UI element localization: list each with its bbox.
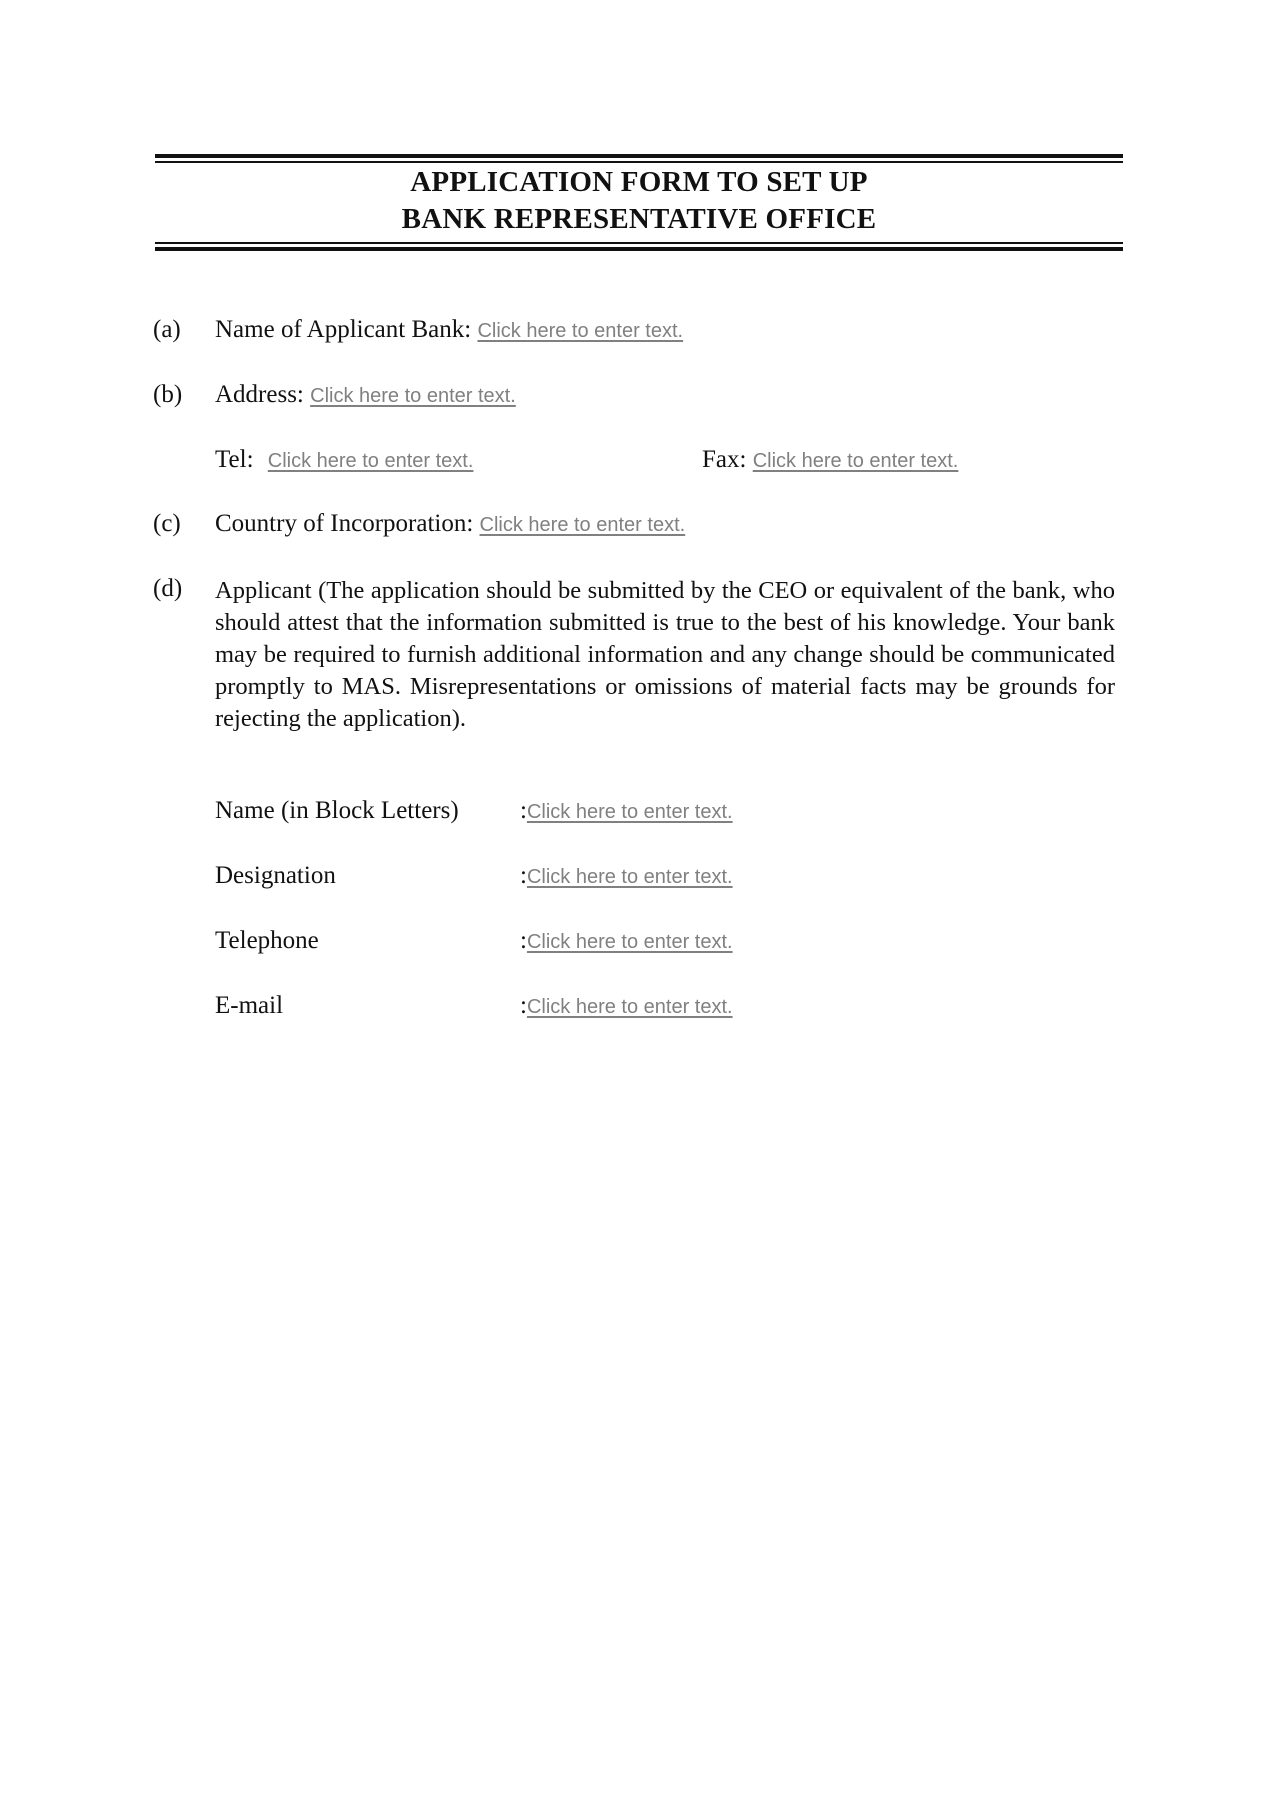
email-field[interactable]: Click here to enter text. — [526, 996, 733, 1018]
address-field[interactable]: Click here to enter text. — [310, 385, 516, 407]
applicant-instructions: Applicant (The application should be submitted by the CEO or equivalent of the bank, who should attest that the information submitted is true to the best of his knowledge. Your bank may be required to furnish additional information and any change should be communicated promptly to MAS. Misrepresentations or omissions of material facts may be grounds for rejecting the application). — [215, 577, 1115, 732]
separator: : — [520, 797, 527, 824]
item-d-letter: (d) — [153, 575, 183, 602]
bank-name-label: Name of Applicant Bank: — [215, 316, 472, 343]
applicant-name-row — [520, 797, 733, 825]
fax-field[interactable]: Click here to enter text. — [752, 450, 959, 472]
item-b-letter: (b) — [153, 381, 183, 408]
tel-label: Tel: — [215, 446, 254, 473]
country-field[interactable]: Click here to enter text. — [479, 514, 686, 536]
item-c-line — [215, 510, 685, 538]
telephone-field[interactable]: Click here to enter text. — [526, 931, 733, 953]
applicant-name-label: Name (in Block Letters) — [215, 797, 459, 824]
item-c-letter: (c) — [153, 510, 181, 537]
telephone-row — [520, 927, 733, 955]
telephone-label: Telephone — [215, 927, 319, 954]
email-row — [520, 992, 733, 1020]
designation-label: Designation — [215, 862, 336, 889]
fax-label: Fax: — [702, 446, 747, 473]
title-bottom-rule-thick — [155, 247, 1123, 251]
address-label: Address: — [215, 381, 304, 408]
country-label: Country of Incorporation: — [215, 510, 474, 537]
separator: : — [520, 927, 527, 954]
email-label: E-mail — [215, 992, 284, 1019]
item-a-line — [215, 316, 683, 344]
tel-line — [215, 446, 473, 474]
title-top-rule-thick — [155, 154, 1123, 158]
form-title-line2: BANK REPRESENTATIVE OFFICE — [401, 203, 877, 235]
designation-row — [520, 862, 733, 890]
tel-field[interactable]: Click here to enter text. — [267, 450, 474, 472]
item-b-line — [215, 381, 516, 409]
fax-line — [702, 446, 958, 474]
title-top-rule-thin — [155, 161, 1123, 163]
bank-name-field[interactable]: Click here to enter text. — [477, 320, 684, 342]
applicant-name-field[interactable]: Click here to enter text. — [526, 801, 733, 823]
designation-field[interactable]: Click here to enter text. — [526, 866, 733, 888]
item-a-letter: (a) — [153, 316, 181, 343]
separator: : — [520, 862, 527, 889]
title-bottom-rule-thin — [155, 242, 1123, 244]
form-title-line1: APPLICATION FORM TO SET UP — [410, 166, 868, 198]
separator: : — [520, 992, 527, 1019]
